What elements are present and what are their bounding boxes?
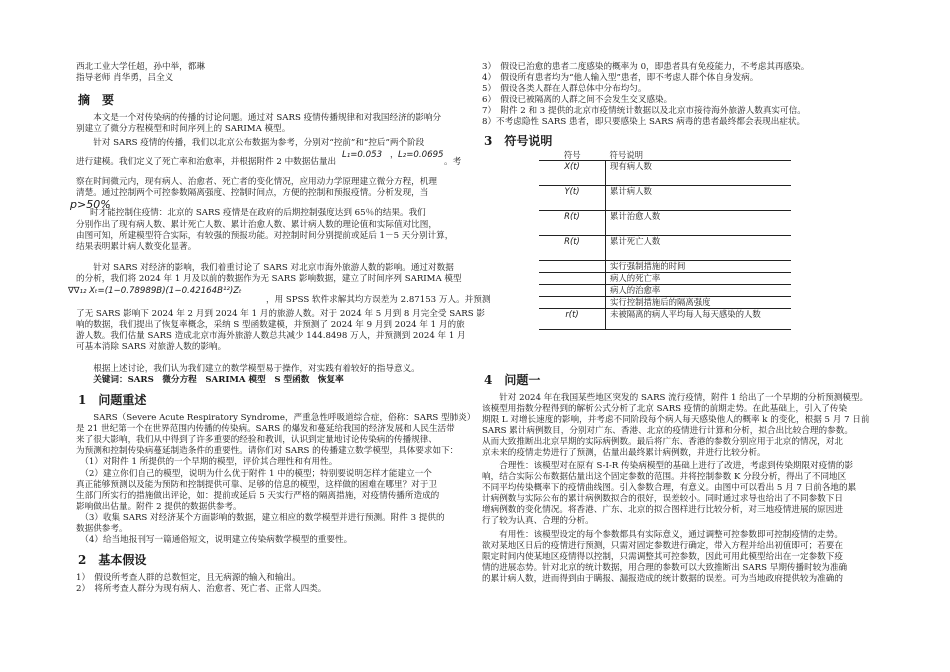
- section-4-title: 4 问题一: [484, 373, 541, 387]
- abstract-line: 针对 SARS 对经济的影响，我们着重讨论了 SARS 对北京市海外旅游人数的影响。通过对数据: [76, 263, 454, 273]
- abstract-line: 了无 SARS 影响下 2024 年 2 月到 2024 年 1 月的旅游人数。对于 2024 年 5 月到 8 月完全受 SARS 影: [76, 309, 485, 319]
- paragraph-line: 真正能够预测以及能为预防和控制提供可靠、足够的信息的模型，这样做的困难在哪里？对于卫: [76, 480, 437, 490]
- symbol-cell: [539, 273, 606, 285]
- paragraph-line: 京未来的疫情走势进行了预测，估量出最终累计病例数，并进行比较分析。: [482, 448, 766, 458]
- paragraph-line: 针对 2024 年在我国某些地区突发的 SARS 流行疫情，附件 1 给出了一个早期的分析预测模型。: [482, 393, 869, 403]
- equation-l1: L₁=0.053: [342, 150, 383, 160]
- right-column: [482, 0, 874, 672]
- paragraph-line: 从而大致推断出北京早期的实际病例数。最后将广东、香港的参数分别应用于北京的情况，对北: [482, 437, 843, 447]
- assumption-item: 7） 附件 2 和 3 提供的北京市疫情统计数据以及北京市接待海外旅游人数真实可信。: [482, 106, 806, 116]
- header-symbol: 符号: [539, 149, 606, 161]
- symbol-table: [539, 149, 791, 330]
- paragraph-line: SARS 累计病例数目，分别对广东、香港、北京的疫情进行计算和分析，拟合出比较合理的参数。: [482, 426, 853, 436]
- paragraph-line: 该模型用指数分程得到的解析公式分析了北京 SARS 疫情的前期走势。在此基础上，引入了传染: [482, 404, 848, 414]
- abstract-tail: 。考: [444, 157, 462, 167]
- symbol-cell: [539, 285, 606, 297]
- abstract-line: 游人数。我们估量 SARS 造成北京市海外旅游人数总共减少 144.8498 万人，并预测到 2024 年 1 月: [76, 331, 466, 341]
- abstract-line: 的分析，我们将 2024 年 1 月及以前的数据作为无 SARS 影响数据，建立了时间序列 SARIMA 模型: [76, 274, 462, 284]
- paragraph-line: 欲对某地区日后的疫情进行预测，只需对固定参数进行确定，带入方程并给出初值即可；若要在: [482, 541, 843, 551]
- table-row: [539, 186, 791, 211]
- paragraph-line: （4）给当地报刊写一篇通俗短文，说明建立传染病数学模型的重要性。: [76, 535, 353, 545]
- paragraph-line: 响，结合实际公布数据估量出这个固定参数的范围。并将控制参数 K 分段分析，得出了不同地区: [482, 472, 847, 482]
- table-row: [539, 236, 791, 261]
- paragraph-line: 生部门所实行的措施做出评论，如：提前或延后 5 天实行严格的隔离措施，对疫情传播所造成的: [76, 491, 440, 501]
- table-row: [539, 161, 791, 186]
- assumption-item: 6） 假设已被隔离的人群之间不会发生交叉感染。: [482, 95, 673, 105]
- paragraph-line: 数据供参考。: [76, 524, 128, 534]
- assumption-item: 4） 假设所有患者均为“他人输入型”患者，即不考虑人群个体自身发病。: [482, 73, 759, 83]
- abstract-line: 察在时间微元内，现有病人、治愈者、死亡者的变化情况，应用动力学原理建立微分方程，机理: [76, 177, 437, 187]
- table-row: [539, 309, 791, 330]
- abstract-line: 分别作出了现有病人数、累计死亡人数、累计治愈人数、累计病人数的理论值和实际值对比图，: [76, 220, 437, 230]
- table-row: [539, 273, 791, 285]
- paragraph-line: 是 21 世纪第一个在世界范围内传播的传染病。SARS 的爆发和蔓延给我国的经济发展和人民生活带: [76, 424, 455, 434]
- paragraph-line: 期限 L 对增长速度的影响，并考虑不同阶段每个病人每天感染他人的概率 k 的变化，根据 5 月 7 日前: [482, 415, 870, 425]
- paragraph-line: 增病例数的变化情况。将香港、广东、北京的拟合图样进行比较分析，对三地疫情进展的原因进: [482, 505, 843, 515]
- equation-sep: ，: [390, 150, 399, 160]
- equation-l2: L₂=0.0695: [398, 150, 444, 160]
- symbol-cell: R(t): [539, 236, 606, 261]
- abstract-line: 针对 SARS 疫情的传播，我们以北京公布数据为参考，分别对“控前”和“控后”两个阶段: [76, 138, 425, 148]
- assumption-item: 5） 假设各类人群在人群总体中分布均匀。: [482, 84, 647, 94]
- description-cell: 实行控制措施后的隔离强度: [606, 297, 792, 309]
- description-cell: 实行强制措施的时间: [606, 261, 792, 273]
- paragraph-line: 情的进展态势。针对北京的统计数据，用合理的参数可以大致推断出 SARS 早期传播时较为准确: [482, 563, 848, 573]
- paragraph-line: 不同平均传染概率下的疫情曲线图。引入参数合理，有意义。由图中可以看出 5 月 7 日前各地的累: [482, 483, 857, 493]
- table-row: [539, 297, 791, 309]
- description-cell: 未被隔离的病人平均每人每天感染的人数: [606, 309, 792, 330]
- abstract-line: 响的数据，我们提出了恢复率概念，采纳 S 型函数建模，并预测了 2024 年 9 月到 2024 年 1 月的旅: [76, 320, 465, 330]
- paragraph-line: SARS（Severe Acute Respiratory Syndrome，严重急性呼吸道综合症，俗称：SARS 型肺炎）: [76, 413, 476, 423]
- description-cell: 病人的治愈率: [606, 285, 792, 297]
- paragraph-line: （2）建立你们自己的模型，说明为什么优于附件 1 中的模型；特别要说明怎样才能建立一个: [76, 469, 432, 479]
- keywords: 关键词：SARS 微分方程 SARIMA 模型 S 型函数 恢复率: [76, 375, 344, 385]
- paragraph-line: 计病例数与实际公布的累计病例数拟合的很好，误差较小。同时通过求导也给出了不同参数下日: [482, 494, 843, 504]
- paragraph-line: 限定时间内使某地区疫情得以控制，只需调整其可控参数，因此可用此模型给出在一定参数下疫: [482, 552, 843, 562]
- table-row: [539, 285, 791, 297]
- abstract-line: 结果表明累计病人数变化显著。: [76, 242, 197, 252]
- abstract-title: 摘 要: [78, 93, 115, 107]
- symbol-cell: r(t): [539, 309, 606, 330]
- symbol-cell: [539, 297, 606, 309]
- assumption-item: 3） 假设已治愈的患者二度感染的概率为 0，即患者具有免疫能力，不考虑其再感染。: [482, 62, 810, 72]
- left-column: [68, 0, 491, 672]
- paragraph-line: 合理性：该模型对在原有 S-I-R 传染病模型的基础上进行了改进，考虑到传染期限对疫情的影: [482, 461, 854, 471]
- abstract-line: 进行建模。我们定义了死亡率和治愈率，并根据附件 2 中数据估量出: [76, 157, 337, 167]
- paragraph-line: 影响做出估量。附件 2 提供的数据供参考。: [76, 502, 242, 512]
- abstract-line: 清楚。通过控制两个可控参数隔离强度、控制时间点，方便的控制和预报疫情。分析发现，当: [76, 188, 429, 198]
- table-row: [539, 211, 791, 236]
- symbol-cell: Y(t): [539, 186, 606, 211]
- abstract-line: 由图可知，所建模型符合实际，有较强的预报功能。对控制时间分别提前或延后 1－5 天分别计算，: [76, 231, 454, 241]
- symbol-cell: [539, 261, 606, 273]
- description-cell: 现有病人数: [606, 161, 792, 186]
- abstract-line: 可基本消除 SARS 对旅游人数的影响。: [76, 342, 227, 352]
- abstract-line: 根据上述讨论，我们认为我们建立的数学模型易于操作，对实践有着较好的指导意义。: [76, 364, 420, 374]
- description-cell: 累计病人数: [606, 186, 792, 211]
- authors: 西北工业大学任超，孙中举，都琳: [76, 62, 205, 72]
- paragraph-line: 的累计病人数，进而得到由于瞒报、漏报造成的统计数据的误差。可为当地政府提供较为准确的: [482, 574, 843, 584]
- assumption-item: 1） 假设所考查人群的总数恒定，且无病源的输入和输出。: [76, 573, 301, 583]
- description-cell: 病人的死亡率: [606, 273, 792, 285]
- table-row: [539, 261, 791, 273]
- table-header: [539, 149, 791, 161]
- paragraph-line: （3）收集 SARS 对经济某个方面影响的数据，建立相应的数学模型并进行预测。附件 3 提供的: [76, 513, 445, 523]
- section-2-title: 2 基本假设: [78, 553, 147, 567]
- section-1-title: 1 问题重述: [78, 393, 147, 407]
- advisor: 指导老师 肖华勇，吕全义: [76, 73, 174, 83]
- header-description: 符号说明: [606, 149, 792, 161]
- assumption-item: 2） 将所考查人群分为现有病人、治愈者、死亡者、正常人四类。: [76, 584, 327, 594]
- symbol-cell: X(t): [539, 161, 606, 186]
- abstract-line: 时才能控制住疫情：北京的 SARS 疫情是在政府的后期控制强度达到 65％的结果。我们: [90, 208, 426, 218]
- paragraph-line: 有用性：该模型设定的每个参数都具有实际意义，通过调整可控参数即可控制疫情的走势。: [482, 530, 843, 540]
- assumption-item: 8）不考虑隐性 SARS 患者，即只要感染上 SARS 病毒的患者最终都会表现出症状。: [482, 117, 806, 127]
- paragraph-line: 行了较为认真、合理的分析。: [482, 516, 594, 526]
- paragraph-line: （1）对附件 1 所提供的一个早期的模型，评价其合理性和有用性。: [76, 457, 338, 467]
- abstract-line: 别建立了微分方程模型和时间序列上的 SARIMA 模型。: [76, 124, 291, 134]
- description-cell: 累计治愈人数: [606, 211, 792, 236]
- equation-p: p>50%: [70, 198, 111, 211]
- symbol-cell: R(t): [539, 211, 606, 236]
- abstract-line: 本文是一个对传染病的传播的讨论问题。通过对 SARS 疫情传播规律和对我国经济的影响分: [76, 113, 442, 123]
- description-cell: 累计死亡人数: [606, 236, 792, 261]
- abstract-line: ，用 SPSS 软件求解其均方误差为 2.87153 万人。并预测: [266, 295, 491, 305]
- section-3-title: 3 符号说明: [484, 134, 553, 148]
- paragraph-line: 来了很大影响，我们从中得到了许多重要的经验和教训，认识到定量地讨论传染病的传播规律、: [76, 435, 437, 445]
- paragraph-line: 为预测和控制传染病蔓延制造条件的重要性。请你们对 SARS 的传播建立数学模型，具体要求如下：: [76, 446, 459, 456]
- equation-sarima: ∇∇₁₂ Xₜ=(1−0.78989B)(1−0.42164B¹²)Zₜ: [68, 286, 242, 296]
